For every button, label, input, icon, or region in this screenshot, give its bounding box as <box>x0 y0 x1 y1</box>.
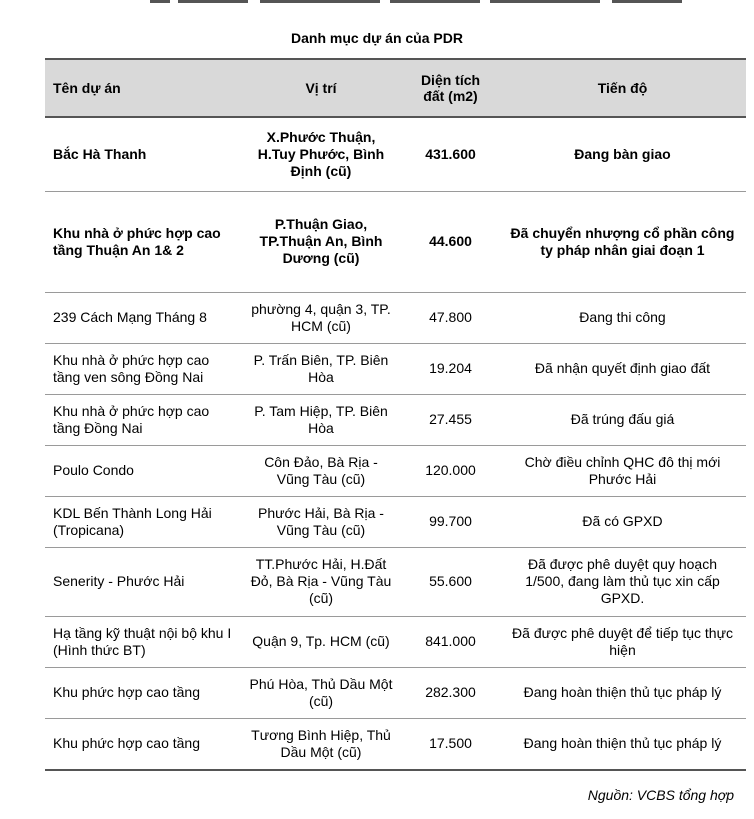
table-row <box>45 191 746 292</box>
cell-location: X.Phước Thuận, H.Tuy Phước, Bình Định (cũ) <box>240 117 402 191</box>
cell-area: 99.700 <box>402 496 499 547</box>
table-row <box>45 667 746 718</box>
cell-location: P. Trấn Biên, TP. Biên Hòa <box>240 343 402 394</box>
table-row <box>45 292 746 343</box>
cell-progress: Đang hoàn thiện thủ tục pháp lý <box>499 667 746 718</box>
header-progress: Tiến độ <box>499 59 746 117</box>
cell-area: 841.000 <box>402 616 499 667</box>
cell-progress: Đang hoàn thiện thủ tục pháp lý <box>499 718 746 770</box>
cell-progress: Đang bàn giao <box>499 117 746 191</box>
cell-progress: Đang thi công <box>499 292 746 343</box>
cell-name: 239 Cách Mạng Tháng 8 <box>45 292 240 343</box>
cell-name: Khu nhà ở phức hợp cao tầng Thuận An 1& 2 <box>45 191 240 292</box>
cell-area: 431.600 <box>402 117 499 191</box>
cell-location: Quận 9, Tp. HCM (cũ) <box>240 616 402 667</box>
source-note: Nguồn: VCBS tổng hợp <box>587 787 734 803</box>
cell-area: 282.300 <box>402 667 499 718</box>
header-area-line2: đất (m2) <box>423 88 478 104</box>
cell-progress: Đã có GPXD <box>499 496 746 547</box>
table-row <box>45 718 746 770</box>
header-name: Tên dự án <box>45 59 240 117</box>
header-area-line1: Diện tích <box>420 72 481 88</box>
cell-name: Khu phức hợp cao tầng <box>45 718 240 770</box>
cell-name: Senerity - Phước Hải <box>45 547 240 616</box>
table-row <box>45 394 746 445</box>
cell-location: P. Tam Hiệp, TP. Biên Hòa <box>240 394 402 445</box>
cell-name: Bắc Hà Thanh <box>45 117 240 191</box>
cell-name: KDL Bến Thành Long Hải (Tropicana) <box>45 496 240 547</box>
cell-progress: Đã trúng đấu giá <box>499 394 746 445</box>
table-title: Danh mục dự án của PDR <box>291 30 463 46</box>
project-table <box>45 58 746 771</box>
cell-progress: Đã được phê duyệt quy hoạch 1/500, đang làm thủ tục xin cấp GPXD. <box>499 547 746 616</box>
table-row <box>45 343 746 394</box>
cell-location: Tương Bình Hiệp, Thủ Dầu Một (cũ) <box>240 718 402 770</box>
header-area <box>402 59 499 117</box>
cell-area: 27.455 <box>402 394 499 445</box>
previous-paragraph-fragment <box>150 0 690 5</box>
cell-area: 17.500 <box>402 718 499 770</box>
cell-progress: Chờ điều chỉnh QHC đô thị mới Phước Hải <box>499 445 746 496</box>
cell-name: Khu phức hợp cao tầng <box>45 667 240 718</box>
cell-name: Hạ tầng kỹ thuật nội bộ khu I (Hình thức BT) <box>45 616 240 667</box>
cell-name: Poulo Condo <box>45 445 240 496</box>
cell-location: TT.Phước Hải, H.Đất Đỏ, Bà Rịa - Vũng Tàu (cũ) <box>240 547 402 616</box>
table-row <box>45 616 746 667</box>
cell-area: 47.800 <box>402 292 499 343</box>
cell-area: 55.600 <box>402 547 499 616</box>
cell-progress: Đã được phê duyệt để tiếp tục thực hiện <box>499 616 746 667</box>
cell-progress: Đã nhận quyết định giao đất <box>499 343 746 394</box>
header-location: Vị trí <box>240 59 402 117</box>
cell-name: Khu nhà ở phức hợp cao tầng Đồng Nai <box>45 394 240 445</box>
cell-area: 120.000 <box>402 445 499 496</box>
cell-name: Khu nhà ở phức hợp cao tầng ven sông Đồng Nai <box>45 343 240 394</box>
cell-progress: Đã chuyển nhượng cổ phần công ty pháp nhân giai đoạn 1 <box>499 191 746 292</box>
cell-area: 44.600 <box>402 191 499 292</box>
cell-area: 19.204 <box>402 343 499 394</box>
cell-location: Phước Hải, Bà Rịa - Vũng Tàu (cũ) <box>240 496 402 547</box>
clipped-text-line <box>150 0 690 5</box>
cell-location: Phú Hòa, Thủ Dầu Một (cũ) <box>240 667 402 718</box>
table-row <box>45 547 746 616</box>
table-row <box>45 445 746 496</box>
cell-location: Côn Đảo, Bà Rịa - Vũng Tàu (cũ) <box>240 445 402 496</box>
cell-location: phường 4, quận 3, TP. HCM (cũ) <box>240 292 402 343</box>
header-row <box>45 59 746 117</box>
table-row <box>45 117 746 191</box>
table-row <box>45 496 746 547</box>
cell-location: P.Thuận Giao, TP.Thuận An, Bình Dương (cũ) <box>240 191 402 292</box>
